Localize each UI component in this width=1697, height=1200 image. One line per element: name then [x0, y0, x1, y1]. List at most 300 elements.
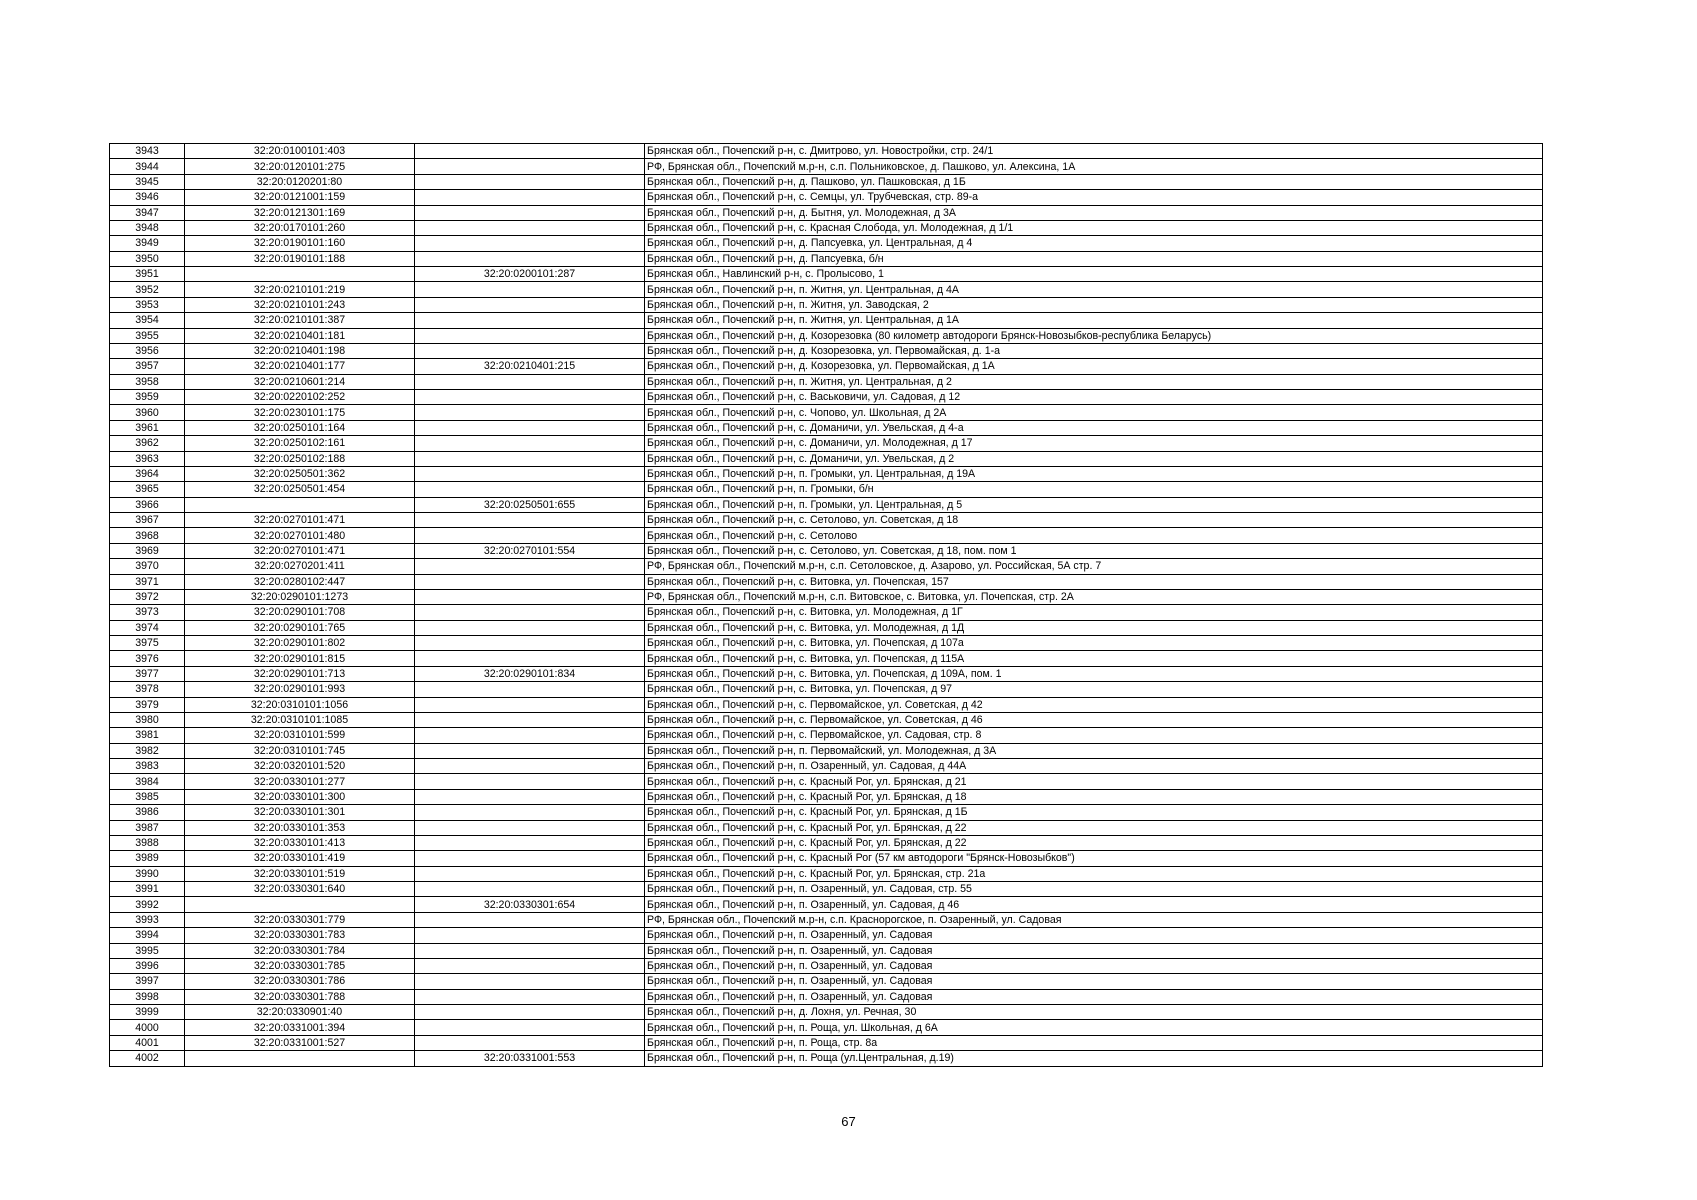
- cadastral-number-cell: 32:20:0331001:394: [185, 1020, 415, 1035]
- table-row: [110, 343, 1543, 358]
- table-row: [110, 174, 1543, 189]
- address-cell: Брянская обл., Почепский р-н, с. Сетолово, ул. Советская, д 18: [645, 513, 1543, 528]
- row-number-cell: 3950: [110, 251, 185, 266]
- cadastral-number-cell: 32:20:0270201:411: [185, 559, 415, 574]
- table-row: [110, 451, 1543, 466]
- cadastral-number-cell: 32:20:0330101:413: [185, 835, 415, 850]
- row-number-cell: 3946: [110, 190, 185, 205]
- table-row: [110, 636, 1543, 651]
- address-cell: Брянская обл., Почепский р-н, д. Бытня, ул. Молодежная, д 3А: [645, 205, 1543, 220]
- address-cell: Брянская обл., Почепский р-н, д. Козорезовка, ул. Первомайская, д. 1-а: [645, 343, 1543, 358]
- address-cell: Брянская обл., Почепский р-н, п. Громыки, б/н: [645, 482, 1543, 497]
- related-cadastral-number-cell: [415, 297, 645, 312]
- row-number-cell: 3989: [110, 851, 185, 866]
- cadastral-number-cell: 32:20:0330301:779: [185, 912, 415, 927]
- cadastral-number-cell: 32:20:0120201:80: [185, 174, 415, 189]
- related-cadastral-number-cell: [415, 820, 645, 835]
- address-cell: Брянская обл., Почепский р-н, д. Папсуевка, б/н: [645, 251, 1543, 266]
- address-cell: Брянская обл., Почепский р-н, с. Доманичи, ул. Увельская, д 4-а: [645, 420, 1543, 435]
- address-cell: Брянская обл., Почепский р-н, с. Витовка, ул. Молодежная, д 1Г: [645, 605, 1543, 620]
- address-cell: Брянская обл., Почепский р-н, с. Сетолово: [645, 528, 1543, 543]
- related-cadastral-number-cell: [415, 405, 645, 420]
- table-row: [110, 851, 1543, 866]
- cadastral-number-cell: 32:20:0250101:164: [185, 420, 415, 435]
- row-number-cell: 3973: [110, 605, 185, 620]
- table-row: [110, 543, 1543, 558]
- row-number-cell: 3966: [110, 497, 185, 512]
- row-number-cell: 3974: [110, 620, 185, 635]
- related-cadastral-number-cell: [415, 682, 645, 697]
- related-cadastral-number-cell: [415, 466, 645, 481]
- row-number-cell: 3990: [110, 866, 185, 881]
- row-number-cell: 3979: [110, 697, 185, 712]
- table-row: [110, 943, 1543, 958]
- table-row: [110, 205, 1543, 220]
- related-cadastral-number-cell: [415, 789, 645, 804]
- address-cell: Брянская обл., Почепский р-н, с. Красный Рог, ул. Брянская, стр. 21а: [645, 866, 1543, 881]
- table-row: [110, 651, 1543, 666]
- cadastral-number-cell: 32:20:0280102:447: [185, 574, 415, 589]
- address-cell: Брянская обл., Почепский р-н, с. Первомайское, ул. Советская, д 42: [645, 697, 1543, 712]
- cadastral-number-cell: 32:20:0310101:599: [185, 728, 415, 743]
- row-number-cell: 3992: [110, 897, 185, 912]
- related-cadastral-number-cell: [415, 513, 645, 528]
- row-number-cell: 3963: [110, 451, 185, 466]
- related-cadastral-number-cell: [415, 451, 645, 466]
- cadastral-number-cell: 32:20:0270101:471: [185, 543, 415, 558]
- row-number-cell: 3983: [110, 759, 185, 774]
- cadastral-number-cell: 32:20:0121001:159: [185, 190, 415, 205]
- related-cadastral-number-cell: 32:20:0210401:215: [415, 359, 645, 374]
- address-cell: Брянская обл., Почепский р-н, п. Первомайский, ул. Молодежная, д 3А: [645, 743, 1543, 758]
- address-cell: Брянская обл., Почепский р-н, с. Красная Слобода, ул. Молодежная, д 1/1: [645, 220, 1543, 235]
- address-cell: Брянская обл., Почепский р-н, п. Озаренный, ул. Садовая: [645, 974, 1543, 989]
- cadastral-number-cell: 32:20:0290101:765: [185, 620, 415, 635]
- row-number-cell: 3962: [110, 436, 185, 451]
- address-cell: Брянская обл., Почепский р-н, с. Витовка, ул. Почепская, д 115А: [645, 651, 1543, 666]
- related-cadastral-number-cell: [415, 251, 645, 266]
- address-cell: Брянская обл., Почепский р-н, с. Красный Рог, ул. Брянская, д 22: [645, 820, 1543, 835]
- address-cell: РФ, Брянская обл., Почепский м.р-н, с.п. Сетоловское, д. Азарово, ул. Российская, 5А стр. 7: [645, 559, 1543, 574]
- cadastral-number-cell: 32:20:0331001:527: [185, 1035, 415, 1050]
- related-cadastral-number-cell: [415, 728, 645, 743]
- related-cadastral-number-cell: [415, 144, 645, 159]
- cadastral-number-cell: 32:20:0330301:785: [185, 958, 415, 973]
- address-cell: Брянская обл., Почепский р-н, с. Витовка, ул. Почепская, 157: [645, 574, 1543, 589]
- related-cadastral-number-cell: 32:20:0270101:554: [415, 543, 645, 558]
- cadastral-number-cell: 32:20:0330101:301: [185, 805, 415, 820]
- registry-table: [109, 143, 1543, 1067]
- row-number-cell: 3944: [110, 159, 185, 174]
- address-cell: Брянская обл., Почепский р-н, с. Витовка, ул. Почепская, д 109А, пом. 1: [645, 666, 1543, 681]
- related-cadastral-number-cell: [415, 390, 645, 405]
- cadastral-number-cell: 32:20:0330101:300: [185, 789, 415, 804]
- table-row: [110, 743, 1543, 758]
- cadastral-number-cell: 32:20:0330301:788: [185, 989, 415, 1004]
- row-number-cell: 3988: [110, 835, 185, 850]
- related-cadastral-number-cell: [415, 236, 645, 251]
- table-row: [110, 420, 1543, 435]
- cadastral-number-cell: 32:20:0290101:815: [185, 651, 415, 666]
- related-cadastral-number-cell: [415, 743, 645, 758]
- address-cell: Брянская обл., Почепский р-н, д. Пашково, ул. Пашковская, д 1Б: [645, 174, 1543, 189]
- cadastral-number-cell: 32:20:0210601:214: [185, 374, 415, 389]
- address-cell: Брянская обл., Почепский р-н, д. Папсуевка, ул. Центральная, д 4: [645, 236, 1543, 251]
- table-row: [110, 482, 1543, 497]
- row-number-cell: 3997: [110, 974, 185, 989]
- address-cell: Брянская обл., Навлинский р-н, с. Пролысово, 1: [645, 267, 1543, 282]
- row-number-cell: 3969: [110, 543, 185, 558]
- cadastral-number-cell: 32:20:0330301:784: [185, 943, 415, 958]
- related-cadastral-number-cell: [415, 174, 645, 189]
- row-number-cell: 3977: [110, 666, 185, 681]
- table-row: [110, 774, 1543, 789]
- related-cadastral-number-cell: [415, 928, 645, 943]
- table-row: [110, 313, 1543, 328]
- table-row: [110, 835, 1543, 850]
- related-cadastral-number-cell: [415, 958, 645, 973]
- cadastral-number-cell: 32:20:0230101:175: [185, 405, 415, 420]
- table-row: [110, 989, 1543, 1004]
- row-number-cell: 3960: [110, 405, 185, 420]
- related-cadastral-number-cell: [415, 866, 645, 881]
- table-row: [110, 712, 1543, 727]
- table-row: [110, 220, 1543, 235]
- address-cell: Брянская обл., Почепский р-н, п. Житня, ул. Центральная, д 1А: [645, 313, 1543, 328]
- table-row: [110, 251, 1543, 266]
- related-cadastral-number-cell: [415, 343, 645, 358]
- row-number-cell: 3967: [110, 513, 185, 528]
- table-row: [110, 297, 1543, 312]
- row-number-cell: 3985: [110, 789, 185, 804]
- address-cell: Брянская обл., Почепский р-н, с. Красный Рог, ул. Брянская, д 22: [645, 835, 1543, 850]
- cadastral-number-cell: 32:20:0100101:403: [185, 144, 415, 159]
- related-cadastral-number-cell: [415, 1020, 645, 1035]
- address-cell: Брянская обл., Почепский р-н, с. Доманичи, ул. Молодежная, д 17: [645, 436, 1543, 451]
- related-cadastral-number-cell: [415, 974, 645, 989]
- table-row: [110, 912, 1543, 927]
- row-number-cell: 4001: [110, 1035, 185, 1050]
- related-cadastral-number-cell: [415, 159, 645, 174]
- table-row: [110, 789, 1543, 804]
- related-cadastral-number-cell: 32:20:0290101:834: [415, 666, 645, 681]
- table-row: [110, 1035, 1543, 1050]
- related-cadastral-number-cell: 32:20:0330301:654: [415, 897, 645, 912]
- row-number-cell: 3996: [110, 958, 185, 973]
- table-row: [110, 620, 1543, 635]
- row-number-cell: 3956: [110, 343, 185, 358]
- related-cadastral-number-cell: [415, 574, 645, 589]
- table-row: [110, 513, 1543, 528]
- row-number-cell: 3968: [110, 528, 185, 543]
- table-row: [110, 528, 1543, 543]
- related-cadastral-number-cell: [415, 559, 645, 574]
- address-cell: Брянская обл., Почепский р-н, п. Озаренный, ул. Садовая: [645, 989, 1543, 1004]
- table-row: [110, 728, 1543, 743]
- cadastral-number-cell: 32:20:0270101:471: [185, 513, 415, 528]
- cadastral-number-cell: 32:20:0250102:161: [185, 436, 415, 451]
- related-cadastral-number-cell: 32:20:0250501:655: [415, 497, 645, 512]
- related-cadastral-number-cell: 32:20:0200101:287: [415, 267, 645, 282]
- row-number-cell: 3987: [110, 820, 185, 835]
- related-cadastral-number-cell: [415, 328, 645, 343]
- related-cadastral-number-cell: [415, 636, 645, 651]
- row-number-cell: 3953: [110, 297, 185, 312]
- cadastral-number-cell: [185, 267, 415, 282]
- row-number-cell: 3961: [110, 420, 185, 435]
- row-number-cell: 3964: [110, 466, 185, 481]
- table-row: [110, 374, 1543, 389]
- cadastral-number-cell: 32:20:0210101:243: [185, 297, 415, 312]
- table-row: [110, 697, 1543, 712]
- cadastral-number-cell: 32:20:0330301:786: [185, 974, 415, 989]
- row-number-cell: 3951: [110, 267, 185, 282]
- address-cell: Брянская обл., Почепский р-н, с. Красный Рог (57 км автодороги "Брянск-Новозыбков"): [645, 851, 1543, 866]
- related-cadastral-number-cell: [415, 313, 645, 328]
- row-number-cell: 3952: [110, 282, 185, 297]
- table-row: [110, 574, 1543, 589]
- table-row: [110, 144, 1543, 159]
- table-row: [110, 958, 1543, 973]
- address-cell: Брянская обл., Почепский р-н, с. Доманичи, ул. Увельская, д 2: [645, 451, 1543, 466]
- related-cadastral-number-cell: [415, 1005, 645, 1020]
- address-cell: РФ, Брянская обл., Почепский м.р-н, с.п. Витовское, с. Витовка, ул. Почепская, стр. 2А: [645, 589, 1543, 604]
- related-cadastral-number-cell: [415, 989, 645, 1004]
- row-number-cell: 3993: [110, 912, 185, 927]
- cadastral-number-cell: 32:20:0121301:169: [185, 205, 415, 220]
- cadastral-number-cell: 32:20:0190101:160: [185, 236, 415, 251]
- cadastral-number-cell: 32:20:0330101:353: [185, 820, 415, 835]
- table-row: [110, 589, 1543, 604]
- table-row: [110, 820, 1543, 835]
- table-row: [110, 897, 1543, 912]
- address-cell: Брянская обл., Почепский р-н, п. Озаренный, ул. Садовая: [645, 943, 1543, 958]
- address-cell: Брянская обл., Почепский р-н, с. Семцы, ул. Трубчевская, стр. 89-а: [645, 190, 1543, 205]
- address-cell: Брянская обл., Почепский р-н, п. Роща, ул. Школьная, д 6А: [645, 1020, 1543, 1035]
- related-cadastral-number-cell: [415, 220, 645, 235]
- related-cadastral-number-cell: [415, 605, 645, 620]
- row-number-cell: 3943: [110, 144, 185, 159]
- row-number-cell: 3955: [110, 328, 185, 343]
- table-row: [110, 466, 1543, 481]
- address-cell: РФ, Брянская обл., Почепский м.р-н, с.п. Польниковское, д. Пашково, ул. Алексина, 1А: [645, 159, 1543, 174]
- table-row: [110, 605, 1543, 620]
- table-row: [110, 759, 1543, 774]
- row-number-cell: 3949: [110, 236, 185, 251]
- cadastral-number-cell: 32:20:0290101:708: [185, 605, 415, 620]
- address-cell: Брянская обл., Почепский р-н, п. Громыки, ул. Центральная, д 19А: [645, 466, 1543, 481]
- address-cell: Брянская обл., Почепский р-н, с. Дмитрово, ул. Новостройки, стр. 24/1: [645, 144, 1543, 159]
- related-cadastral-number-cell: 32:20:0331001:553: [415, 1051, 645, 1066]
- cadastral-number-cell: 32:20:0210101:387: [185, 313, 415, 328]
- table-row: [110, 1005, 1543, 1020]
- related-cadastral-number-cell: [415, 851, 645, 866]
- related-cadastral-number-cell: [415, 282, 645, 297]
- cadastral-number-cell: 32:20:0210401:181: [185, 328, 415, 343]
- address-cell: Брянская обл., Почепский р-н, с. Витовка, ул. Почепская, д 107а: [645, 636, 1543, 651]
- related-cadastral-number-cell: [415, 1035, 645, 1050]
- cadastral-number-cell: 32:20:0330301:640: [185, 882, 415, 897]
- row-number-cell: 3970: [110, 559, 185, 574]
- cadastral-number-cell: [185, 497, 415, 512]
- cadastral-number-cell: 32:20:0290101:713: [185, 666, 415, 681]
- row-number-cell: 3976: [110, 651, 185, 666]
- row-number-cell: 3972: [110, 589, 185, 604]
- cadastral-number-cell: 32:20:0210401:177: [185, 359, 415, 374]
- row-number-cell: 4002: [110, 1051, 185, 1066]
- address-cell: Брянская обл., Почепский р-н, п. Роща (ул.Центральная, д.19): [645, 1051, 1543, 1066]
- row-number-cell: 3991: [110, 882, 185, 897]
- related-cadastral-number-cell: [415, 774, 645, 789]
- cadastral-number-cell: 32:20:0220102:252: [185, 390, 415, 405]
- row-number-cell: 3971: [110, 574, 185, 589]
- table-row: [110, 497, 1543, 512]
- address-cell: Брянская обл., Почепский р-н, с. Первомайское, ул. Советская, д 46: [645, 712, 1543, 727]
- row-number-cell: 3945: [110, 174, 185, 189]
- address-cell: Брянская обл., Почепский р-н, п. Озаренный, ул. Садовая: [645, 958, 1543, 973]
- table-row: [110, 1020, 1543, 1035]
- address-cell: РФ, Брянская обл., Почепский м.р-н, с.п. Краснорогское, п. Озаренный, ул. Садовая: [645, 912, 1543, 927]
- row-number-cell: 3947: [110, 205, 185, 220]
- address-cell: Брянская обл., Почепский р-н, д. Козорезовка, ул. Первомайская, д 1А: [645, 359, 1543, 374]
- table-row: [110, 882, 1543, 897]
- cadastral-number-cell: 32:20:0250501:362: [185, 466, 415, 481]
- row-number-cell: 4000: [110, 1020, 185, 1035]
- cadastral-number-cell: 32:20:0250501:454: [185, 482, 415, 497]
- table-row: [110, 1051, 1543, 1066]
- address-cell: Брянская обл., Почепский р-н, с. Сетолово, ул. Советская, д 18, пом. пом 1: [645, 543, 1543, 558]
- cadastral-number-cell: 32:20:0330101:519: [185, 866, 415, 881]
- address-cell: Брянская обл., Почепский р-н, п. Житня, ул. Центральная, д 4А: [645, 282, 1543, 297]
- row-number-cell: 3998: [110, 989, 185, 1004]
- cadastral-number-cell: 32:20:0210101:219: [185, 282, 415, 297]
- address-cell: Брянская обл., Почепский р-н, с. Витовка, ул. Почепская, д 97: [645, 682, 1543, 697]
- table-row: [110, 159, 1543, 174]
- row-number-cell: 3954: [110, 313, 185, 328]
- table-row: [110, 359, 1543, 374]
- cadastral-number-cell: 32:20:0310101:1056: [185, 697, 415, 712]
- related-cadastral-number-cell: [415, 882, 645, 897]
- row-number-cell: 3958: [110, 374, 185, 389]
- address-cell: Брянская обл., Почепский р-н, с. Чопово, ул. Школьная, д 2А: [645, 405, 1543, 420]
- cadastral-number-cell: 32:20:0210401:198: [185, 343, 415, 358]
- related-cadastral-number-cell: [415, 712, 645, 727]
- cadastral-number-cell: 32:20:0120101:275: [185, 159, 415, 174]
- row-number-cell: 3982: [110, 743, 185, 758]
- row-number-cell: 3980: [110, 712, 185, 727]
- address-cell: Брянская обл., Почепский р-н, с. Первомайское, ул. Садовая, стр. 8: [645, 728, 1543, 743]
- row-number-cell: 3999: [110, 1005, 185, 1020]
- table-row: [110, 805, 1543, 820]
- cadastral-number-cell: 32:20:0250102:188: [185, 451, 415, 466]
- address-cell: Брянская обл., Почепский р-н, п. Громыки, ул. Центральная, д 5: [645, 497, 1543, 512]
- registry-table-body: [110, 144, 1543, 1067]
- table-row: [110, 559, 1543, 574]
- table-row: [110, 236, 1543, 251]
- address-cell: Брянская обл., Почепский р-н, с. Красный Рог, ул. Брянская, д 1Б: [645, 805, 1543, 820]
- cadastral-number-cell: [185, 897, 415, 912]
- row-number-cell: 3995: [110, 943, 185, 958]
- related-cadastral-number-cell: [415, 436, 645, 451]
- table-row: [110, 666, 1543, 681]
- cadastral-number-cell: 32:20:0190101:188: [185, 251, 415, 266]
- address-cell: Брянская обл., Почепский р-н, с. Красный Рог, ул. Брянская, д 18: [645, 789, 1543, 804]
- related-cadastral-number-cell: [415, 374, 645, 389]
- related-cadastral-number-cell: [415, 943, 645, 958]
- address-cell: Брянская обл., Почепский р-н, д. Лохня, ул. Речная, 30: [645, 1005, 1543, 1020]
- cadastral-number-cell: 32:20:0330301:783: [185, 928, 415, 943]
- cadastral-number-cell: 32:20:0330101:277: [185, 774, 415, 789]
- address-cell: Брянская обл., Почепский р-н, п. Озаренный, ул. Садовая, д 44А: [645, 759, 1543, 774]
- cadastral-number-cell: 32:20:0170101:260: [185, 220, 415, 235]
- cadastral-number-cell: 32:20:0330101:419: [185, 851, 415, 866]
- address-cell: Брянская обл., Почепский р-н, п. Роща, стр. 8а: [645, 1035, 1543, 1050]
- related-cadastral-number-cell: [415, 620, 645, 635]
- address-cell: Брянская обл., Почепский р-н, с. Витовка, ул. Молодежная, д 1Д: [645, 620, 1543, 635]
- table-row: [110, 328, 1543, 343]
- cadastral-number-cell: 32:20:0310101:745: [185, 743, 415, 758]
- table-row: [110, 436, 1543, 451]
- address-cell: Брянская обл., Почепский р-н, п. Озаренный, ул. Садовая, стр. 55: [645, 882, 1543, 897]
- related-cadastral-number-cell: [415, 420, 645, 435]
- related-cadastral-number-cell: [415, 651, 645, 666]
- cadastral-number-cell: 32:20:0290101:802: [185, 636, 415, 651]
- table-row: [110, 405, 1543, 420]
- row-number-cell: 3975: [110, 636, 185, 651]
- related-cadastral-number-cell: [415, 697, 645, 712]
- cadastral-number-cell: [185, 1051, 415, 1066]
- related-cadastral-number-cell: [415, 190, 645, 205]
- related-cadastral-number-cell: [415, 528, 645, 543]
- row-number-cell: 3978: [110, 682, 185, 697]
- cadastral-number-cell: 32:20:0320101:520: [185, 759, 415, 774]
- table-row: [110, 974, 1543, 989]
- cadastral-number-cell: 32:20:0270101:480: [185, 528, 415, 543]
- table-row: [110, 390, 1543, 405]
- related-cadastral-number-cell: [415, 589, 645, 604]
- table-row: [110, 866, 1543, 881]
- cadastral-number-cell: 32:20:0310101:1085: [185, 712, 415, 727]
- table-row: [110, 190, 1543, 205]
- address-cell: Брянская обл., Почепский р-н, п. Житня, ул. Центральная, д 2: [645, 374, 1543, 389]
- row-number-cell: 3948: [110, 220, 185, 235]
- row-number-cell: 3957: [110, 359, 185, 374]
- cadastral-number-cell: 32:20:0290101:993: [185, 682, 415, 697]
- cadastral-number-cell: 32:20:0330901:40: [185, 1005, 415, 1020]
- row-number-cell: 3959: [110, 390, 185, 405]
- related-cadastral-number-cell: [415, 835, 645, 850]
- related-cadastral-number-cell: [415, 805, 645, 820]
- row-number-cell: 3984: [110, 774, 185, 789]
- address-cell: Брянская обл., Почепский р-н, с. Васьковичи, ул. Садовая, д 12: [645, 390, 1543, 405]
- page-number: 67: [841, 1114, 856, 1129]
- cadastral-number-cell: 32:20:0290101:1273: [185, 589, 415, 604]
- row-number-cell: 3994: [110, 928, 185, 943]
- address-cell: Брянская обл., Почепский р-н, п. Озаренный, ул. Садовая: [645, 928, 1543, 943]
- related-cadastral-number-cell: [415, 759, 645, 774]
- row-number-cell: 3965: [110, 482, 185, 497]
- address-cell: Брянская обл., Почепский р-н, д. Козорезовка (80 километр автодороги Брянск-Новозыбков-республика Беларусь): [645, 328, 1543, 343]
- row-number-cell: 3986: [110, 805, 185, 820]
- table-row: [110, 267, 1543, 282]
- related-cadastral-number-cell: [415, 205, 645, 220]
- related-cadastral-number-cell: [415, 482, 645, 497]
- table-row: [110, 682, 1543, 697]
- related-cadastral-number-cell: [415, 912, 645, 927]
- address-cell: Брянская обл., Почепский р-н, п. Озаренный, ул. Садовая, д 46: [645, 897, 1543, 912]
- table-row: [110, 928, 1543, 943]
- table-row: [110, 282, 1543, 297]
